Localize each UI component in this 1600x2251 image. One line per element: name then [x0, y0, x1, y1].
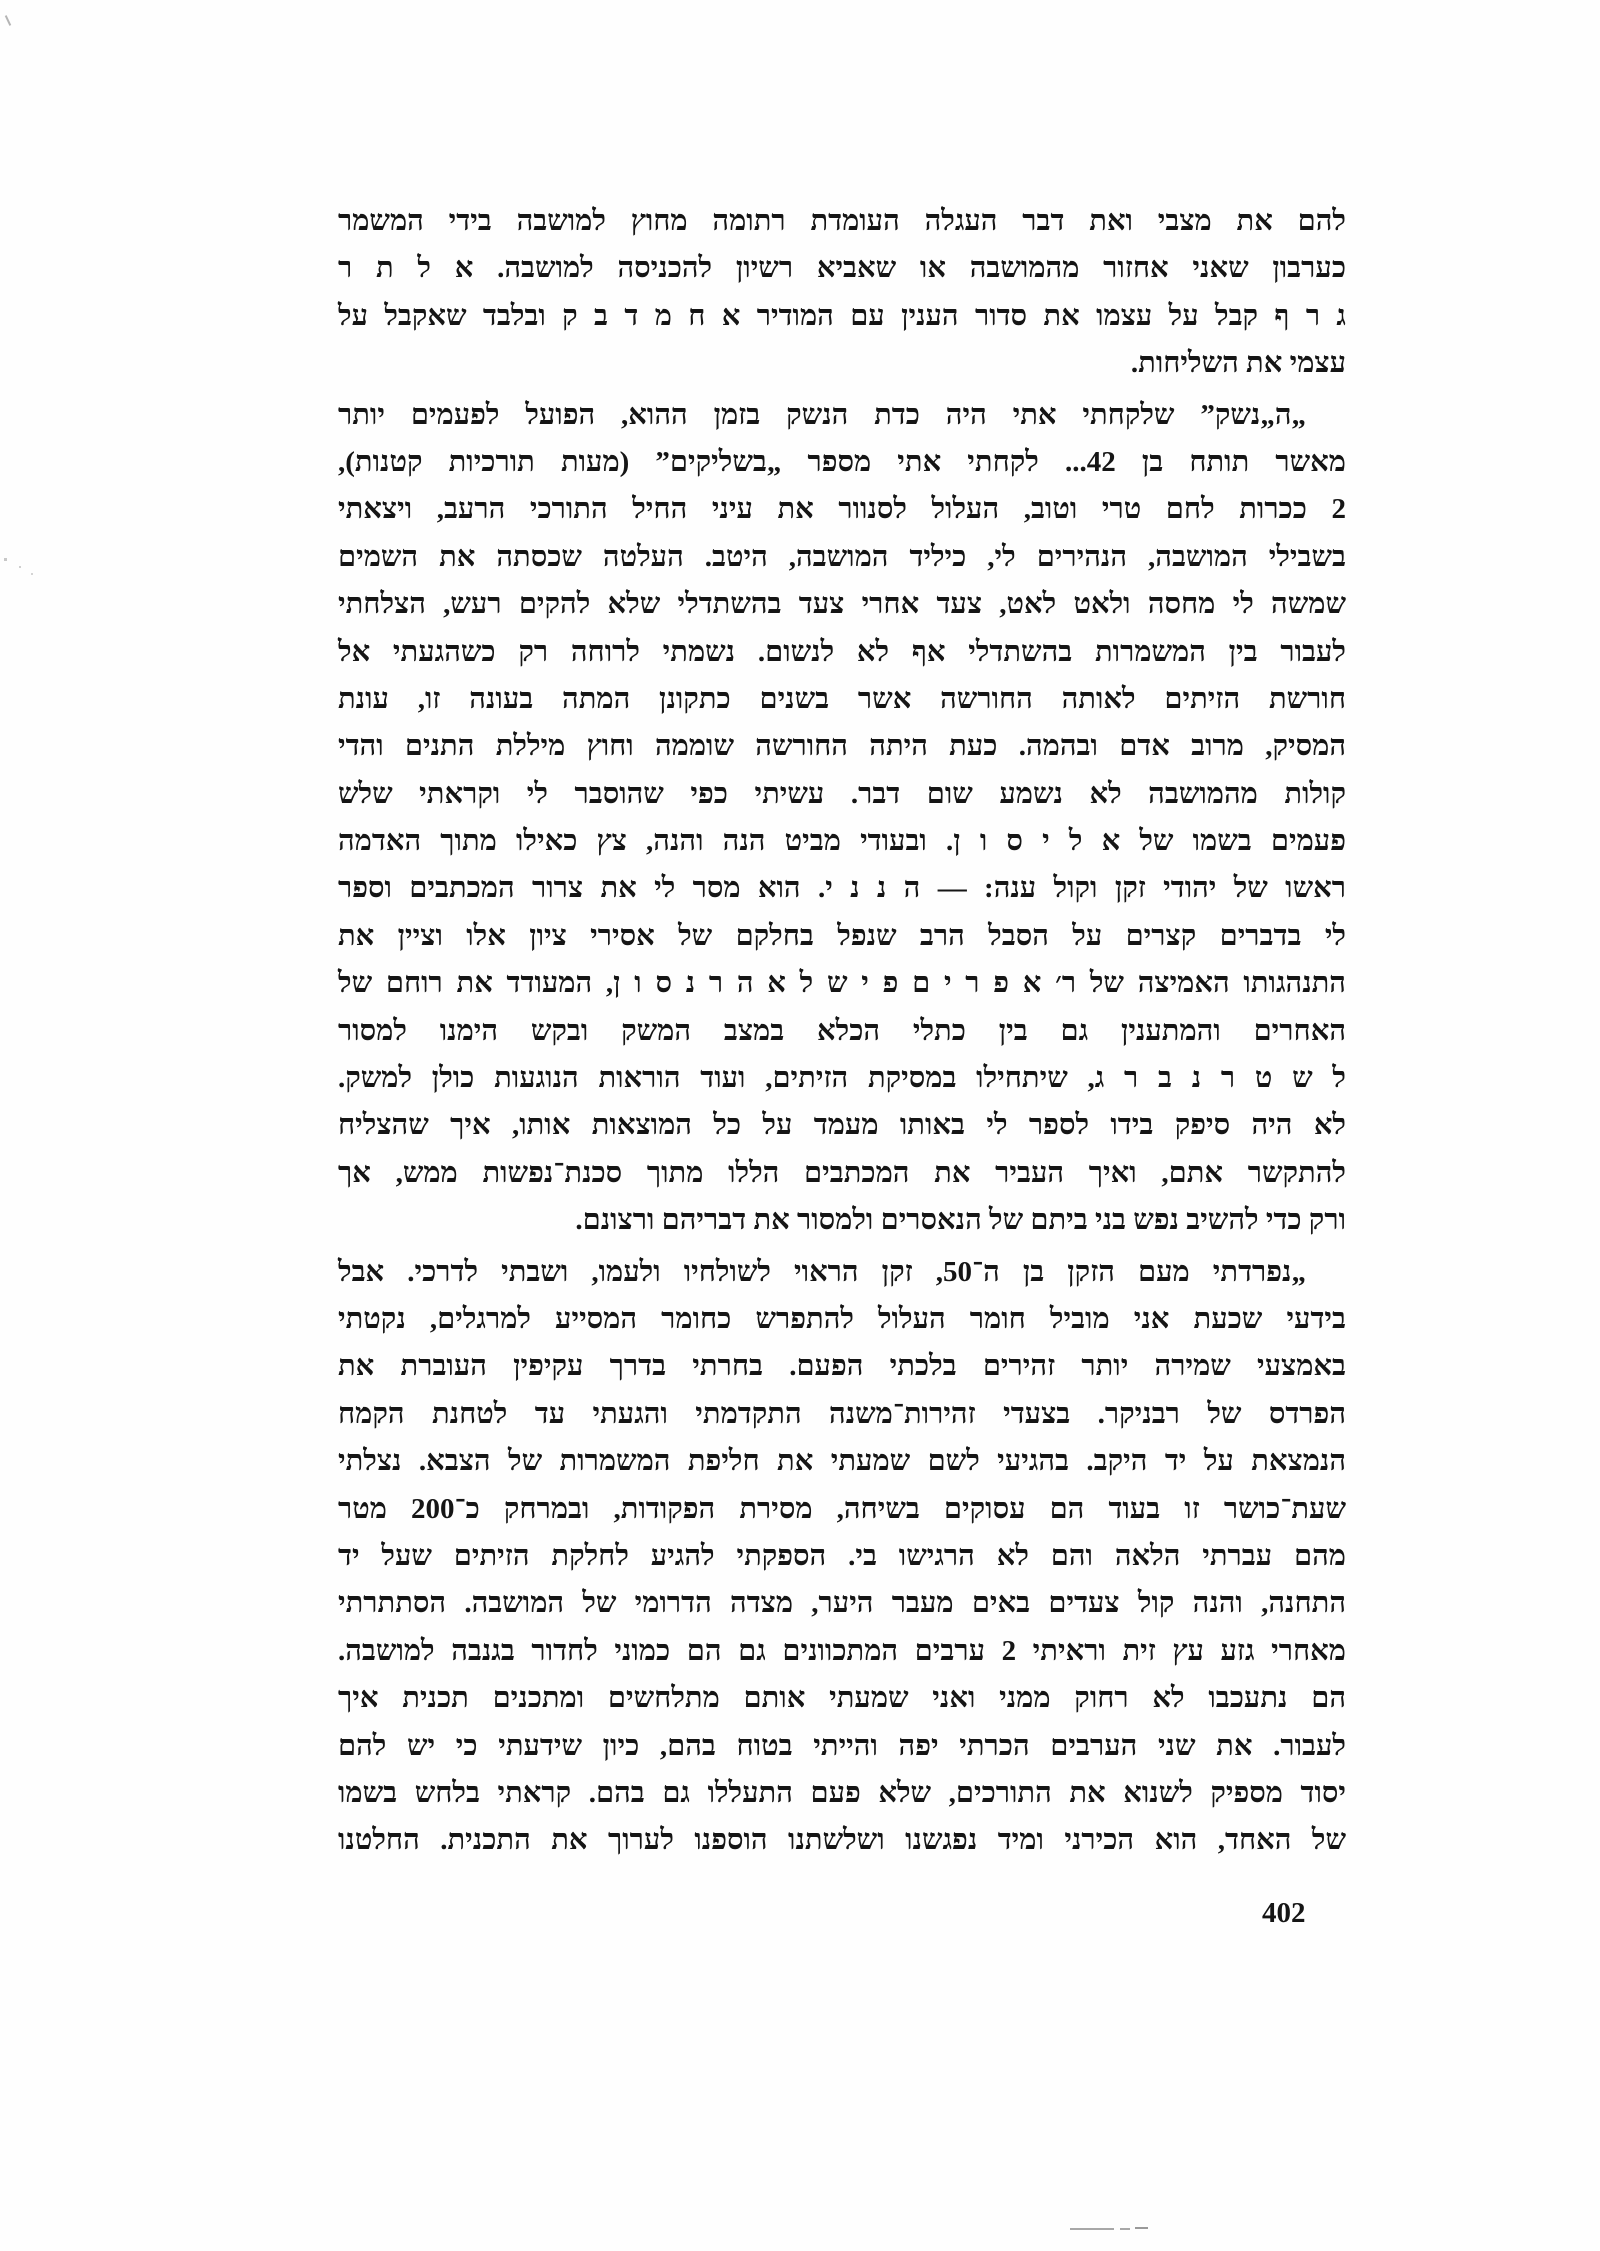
scan-smudge [31, 573, 33, 575]
text-line: לעבור. את שני הערבים הכרתי יפה והייתי בטוח בהם, כיון שידעתי כי יש להם [338, 1729, 1346, 1762]
text-line: כערבון שאני אחזור מהמושבה או שאביא רשיון להכניסה למושבה. א ל ת ר [338, 252, 1346, 285]
scan-smudge [1135, 2227, 1148, 2229]
text-line: שעת־כושר זו בעוד הם עסוקים בשיחה, מסירת הפקודות, ובמרחק כ־200 מטר [338, 1492, 1346, 1525]
text-line: להם את מצבי ואת דבר העגלה העומדת רתומה מחוץ למושבה בידי המשמר [338, 205, 1346, 237]
text-line: הנמצאת על יד היקב. בהגיעי לשם שמעתי את חליפת המשמרות של הצבא. נצלתי [338, 1445, 1346, 1478]
paragraph [338, 1249, 1346, 1865]
text-line: פעמים בשמו של א ל י ס ו ן. ובעודי מביט הנה והנה, צץ כאילו מתוך האדמה [338, 825, 1346, 858]
paragraph [338, 198, 1346, 388]
text-line: ורק כדי להשיב נפש בני ביתם של הנאסרים ולמסור את דבריהם ורצונם. [575, 1204, 1346, 1237]
text-line: „נפרדתי מעם הזקן בן ה־50, זקן הראוי לשולחיו ולעמו, ושבתי לדרכי. אבל [338, 1255, 1306, 1288]
text-line: בידעי שכעת אני מוביל חומר העלול להתפרש כחומר המסייע למרגלים, נקטתי [338, 1302, 1346, 1335]
text-line: האחרים והמתענין גם בין כתלי הכלא במצב המשק ובקש הימנו למסור [338, 1014, 1346, 1047]
text-line: להתקשר אתם, ואיך העביר את המכתבים הללו מתוך סכנת־נפשות ממש, אך [338, 1156, 1346, 1189]
text-line: לעבור בין המשמרות בהשתדלי אף לא לנשום. נשמתי לרוחה רק כשהגעתי אל [338, 635, 1346, 668]
text-line: באמצעי שמירה יותר זהירים בלכתי הפעם. בחרתי בדרך עקיפין העוברת את [338, 1350, 1346, 1383]
text-line: המסיק, מרוב אדם ובהמה. כעת היתה החורשה שוממה וחוץ מיללת התנים והדי [338, 730, 1346, 763]
scan-smudge [4, 558, 7, 561]
text-line: התנהגותו האמיצה של ר׳ א פ ר י ם פ י ש ל א ה ר נ ס ו ן, המעודד את רוחם של [338, 967, 1346, 1000]
paragraph [338, 392, 1346, 1245]
text-line: ראשו של יהודי זקן וקול ענה: — ה נ נ י. הוא מסר לי את צרור המכתבים וספר [338, 872, 1346, 905]
text-line: הם נתעכבו לא רחוק ממני ואני שמעתי אותם מתלחשים ומתכנים תכנית איך [338, 1682, 1346, 1715]
text-line: הפרדס של רבניקר. בצעדי זהירות־משנה התקדמתי והגעתי עד לטחנת הקמח [338, 1397, 1346, 1430]
text-line: שמשה לי מחסה ולאט לאט, צעד אחרי צעד בהשתדלי שלא להקים רעש, הצלחתי [338, 588, 1346, 621]
text-line: ל ש ט ר נ ב ר ג, שיתחילו במסיקת הזיתים, ועוד הוראות הנוגעות כולן למשק. [338, 1062, 1346, 1095]
text-line: קולות מהמושבה לא נשמע שום דבר. עשיתי כפי שהוסבר לי וקראתי שלש [338, 777, 1346, 810]
text-line: עצמי את השליחות. [1130, 347, 1346, 380]
page-number: 402 [1262, 1897, 1306, 1929]
body-text [338, 198, 1346, 1865]
text-line: לי בדברים קצרים על הסבל הרב שנפל בחלקם של אסירי ציון אלו וציין את [338, 919, 1346, 952]
text-line: „ה„נשק” שלקחתי אתי היה כדת הנשק בזמן ההוא, הפועל לפעמים יותר [338, 398, 1306, 431]
text-line: מהם עברתי הלאה והם לא הרגישו בי. הספקתי להגיע לחלקת הזיתים שעל יד [338, 1539, 1346, 1572]
text-line: ג ר ף קבל על עצמו את סדור הענין עם המודיר א ח מ ד ב ק ובלבד שאקבל על [338, 299, 1346, 332]
text-line: של האחד, הוא הכירני ומיד נפגשנו ושלשתנו הוספנו לערוך את התכנית. החלטנו [338, 1824, 1346, 1857]
text-line: חורשת הזיתים לאותה החורשה אשר בשנים כתקונן המתה בעונה זו, עונת [338, 682, 1346, 715]
text-line: 2 ככרות לחם טרי וטוב, העלול לסנוור את עיני החיל התורכי הרעב, ויצאתי [338, 493, 1346, 526]
scan-smudge [19, 566, 21, 568]
text-line: התחנה, והנה קול צעדים באים מעבר היער, מצדה הדרומי של המושבה. הסתתרתי [338, 1587, 1346, 1620]
scan-smudge [1120, 2228, 1130, 2230]
scan-smudge [5, 15, 11, 26]
text-line: מאשר תותח בן 42... לקחתי אתי מספר „בשליקים” (מעות תורכיות קטנות), [338, 445, 1346, 478]
text-line: בשבילי המושבה, הנהירים לי, כיליד המושבה, היטב. העלטה שכסתה את השמים [338, 540, 1346, 573]
scan-smudge [1070, 2228, 1114, 2230]
text-line: יסוד מספיק לשנוא את התורכים, שלא פעם התעללו גם בהם. קראתי בלחש בשמו [338, 1776, 1346, 1809]
text-line: לא היה סיפק בידו לספר לי באותו מעמד על כל המוצאות אותו, איך שהצליח [338, 1109, 1346, 1142]
text-line: מאחרי גזע עץ זית וראיתי 2 ערבים המתכוונים גם הם כמוני לחדור בגנבה למושבה. [338, 1634, 1346, 1667]
